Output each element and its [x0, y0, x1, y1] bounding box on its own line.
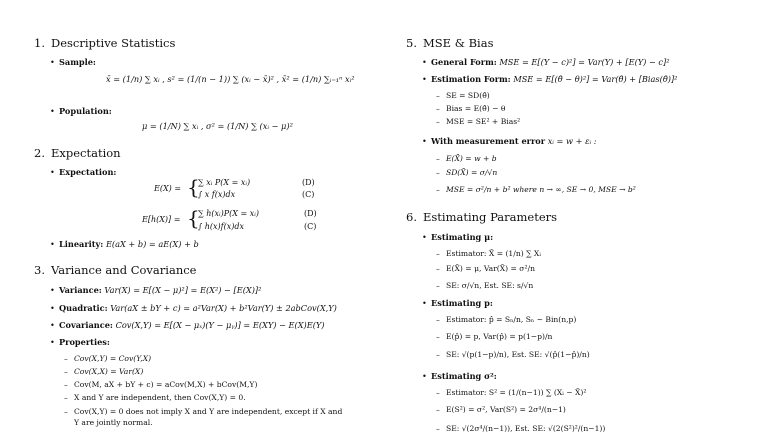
expectation-case-2-tag: (C) [302, 190, 315, 199]
section-heading-mse-bias: 5. MSE & Bias [406, 36, 494, 50]
bullet-covariance: • Covariance: Cov(X,Y) = E[(X − μₓ)(Y − μᵧ)] = E(XY) − E(X)E(Y) [50, 320, 325, 330]
p-item: – SE: √(p(1−p)/n), Est. SE: √(p̂(1−p̂)/n) [436, 350, 590, 359]
expectation-case-3-tag: (D) [304, 209, 317, 218]
expectation-case-4-tag: (C) [304, 222, 317, 231]
property-item: – Cov(X,X) = Var(X) [64, 367, 144, 376]
brace-2: { [187, 206, 200, 230]
brace-1: { [187, 175, 200, 199]
section-heading-estimating-parameters: 6. Estimating Parameters [406, 210, 558, 224]
p-item: – Estimator: p̂ = Sₙ/n, Sₙ ~ Bin(n,p) [436, 315, 577, 324]
expectation-lhs-1: E(X) = [154, 184, 182, 193]
sigma2-item: – E(S²) = σ², Var(S²) = 2σ⁴/(n−1) [436, 405, 566, 414]
measurement-item: – SD(X̄) = σ/√n [436, 168, 498, 177]
bullet-estimating-mu: • Estimating μ: [422, 232, 494, 242]
mu-item: – Estimator: X̄ = (1/n) ∑ Xᵢ [436, 249, 541, 258]
sigma2-item: – Estimator: S² = (1/(n−1)) ∑ (Xᵢ − X̄)² [436, 388, 587, 397]
expectation-case-4: ∫ h(x)f(x)dx [198, 222, 244, 231]
expectation-case-1: ∑ xᵢ P(X = xᵢ) [198, 178, 251, 187]
expectation-case-2: ∫ x f(x)dx [198, 190, 236, 199]
section-heading-variance-covariance: 3. Variance and Covariance [34, 263, 197, 277]
measurement-item: – MSE = σ²/n + b² where n → ∞, SE → 0, MSE → b² [436, 185, 636, 194]
section-heading-expectation: 2. Expectation [34, 146, 121, 160]
population-formula: μ = (1/N) ∑ xᵢ , σ² = (1/N) ∑ (xᵢ − μ)² [142, 121, 293, 131]
bullet-properties: • Properties: [50, 337, 110, 347]
estimation-item: – MSE = SE² + Bias² [436, 117, 521, 126]
property-item: – Cov(X,Y) = 0 does not imply X and Y are independent, except if X and [64, 407, 343, 416]
estimation-item: – SE = SD(θ̂) [436, 91, 490, 100]
bullet-population: • Population: [50, 106, 112, 116]
measurement-item: – E(X̄) = w + b [436, 154, 497, 163]
section-heading-descriptive-statistics: 1. Descriptive Statistics [34, 36, 176, 50]
expectation-lhs-2: E[h(X)] = [142, 215, 181, 224]
property-item-continued: Y are jointly normal. [74, 418, 153, 427]
sigma2-item: – SE: √(2σ⁴/(n−1)), Est. SE: √(2(S²)²/(n−1)) [436, 424, 606, 433]
mu-item: – SE: σ/√n, Est. SE: s/√n [436, 281, 534, 290]
property-item: – Cov(M, aX + bY + c) = aCov(M,X) + bCov(M,Y) [64, 380, 258, 389]
bullet-sample: • Sample: [50, 57, 96, 67]
p-item: – E(p̂) = p, Var(p̂) = p(1−p)/n [436, 332, 553, 341]
bullet-estimation-form: • Estimation Form: MSE = E[(θ̂ − θ)²] = Var(θ̂) + [Bias(θ̂)]² [422, 74, 678, 84]
bullet-measurement-error: • With measurement error xᵢ = w + εᵢ : [422, 136, 597, 146]
bullet-estimating-p: • Estimating p: [422, 298, 493, 308]
bullet-linearity: • Linearity: E(aX + b) = aE(X) + b [50, 239, 199, 249]
estimation-item: – Bias = E(θ̂) − θ [436, 104, 506, 113]
expectation-case-1-tag: (D) [302, 178, 315, 187]
bullet-estimating-sigma2: • Estimating σ²: [422, 371, 497, 381]
sample-formula: x̄ = (1/n) ∑ xᵢ , s² = (1/(n − 1)) ∑ (xᵢ − x̄)² , x̄² = (1/n) ∑ᵢ₌₁ⁿ xᵢ² [106, 74, 355, 84]
bullet-quadratic: • Quadratic: Var(aX ± bY + c) = a²Var(X) + b²Var(Y) ± 2abCov(X,Y) [50, 303, 337, 313]
property-item: – Cov(X,Y) = Cov(Y,X) [64, 354, 152, 363]
bullet-variance: • Variance: Var(X) = E[(X − μ)²] = E(X²) − [E(X)]² [50, 285, 262, 295]
bullet-expectation: • Expectation: [50, 167, 117, 177]
bullet-general-form: • General Form: MSE = E[(Y − c)²] = Var(Y) + [E(Y) − c]² [422, 57, 670, 67]
property-item: – X and Y are independent, then Cov(X,Y) = 0. [64, 393, 246, 402]
expectation-case-3: ∑ h(xᵢ)P(X = xᵢ) [198, 209, 259, 218]
mu-item: – E(X̄) = μ, Var(X̄) = σ²/n [436, 264, 535, 273]
